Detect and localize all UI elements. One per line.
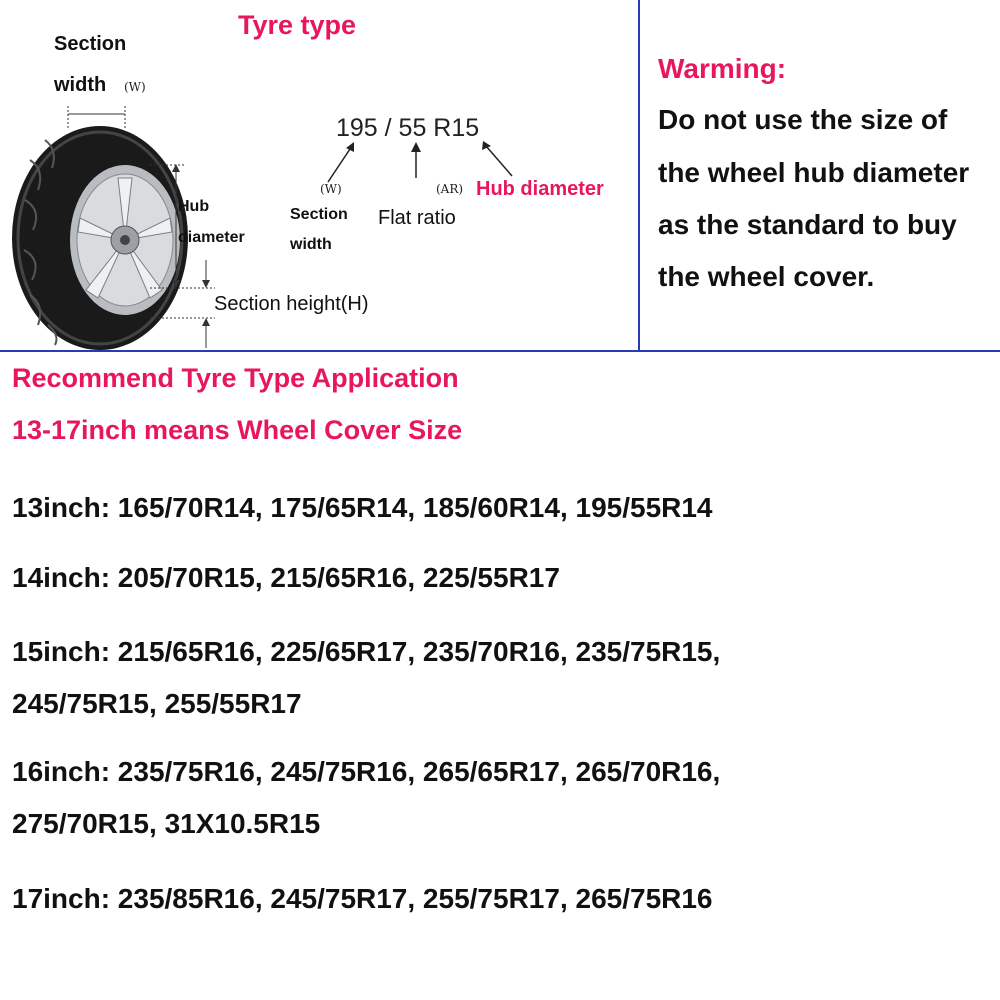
w-tag: (W) — [124, 80, 146, 94]
size-row-14inch: 14inch: 205/70R15, 215/65R16, 225/55R17 — [12, 562, 560, 593]
vertical-divider — [638, 0, 640, 352]
hub-diameter-pink: Hub diameter — [476, 178, 604, 200]
warning-line-3: as the standard to buy — [658, 209, 957, 240]
recommend-subtitle: 13-17inch means Wheel Cover Size — [12, 415, 463, 445]
horizontal-divider — [0, 350, 1000, 352]
size-row-17inch: 17inch: 235/85R16, 245/75R17, 255/75R17, 265/75R16 — [12, 883, 713, 914]
section-height-label: Section height(H) — [214, 293, 369, 315]
hub-label-2: diameter — [178, 229, 245, 246]
tyre-type-title: Tyre type — [238, 10, 357, 40]
warning-title: Warming: — [658, 53, 787, 84]
w-tag-2: (W) — [320, 182, 342, 196]
flat-ratio-label: Flat ratio — [378, 207, 456, 229]
warning-line-2: the wheel hub diameter — [658, 157, 970, 188]
size-row-16inch-cont: 275/70R15, 31X10.5R15 — [12, 808, 321, 839]
hub-label-1: Hub — [178, 198, 210, 215]
size-row-15inch: 15inch: 215/65R16, 225/65R17, 235/70R16, 235/75R15, — [12, 636, 721, 667]
size-example: 195 / 55 R15 — [336, 114, 480, 142]
section-width-b1: Section — [290, 206, 348, 223]
size-row-16inch: 16inch: 235/75R16, 245/75R16, 265/65R17, 265/70R16, — [12, 756, 721, 787]
recommend-title: Recommend Tyre Type Application — [12, 363, 459, 393]
size-row-15inch-cont: 245/75R15, 255/55R17 — [12, 688, 302, 719]
warning-line-4: the wheel cover. — [658, 261, 875, 292]
section-width-label-2: width — [54, 74, 107, 96]
ar-tag: (AR) — [436, 182, 464, 196]
warning-line-1: Do not use the size of — [658, 104, 948, 135]
size-row-13inch: 13inch: 165/70R14, 175/65R14, 185/60R14, 195/55R14 — [12, 492, 713, 523]
section-width-b2: width — [290, 236, 332, 253]
section-width-label-1: Section — [54, 33, 127, 55]
